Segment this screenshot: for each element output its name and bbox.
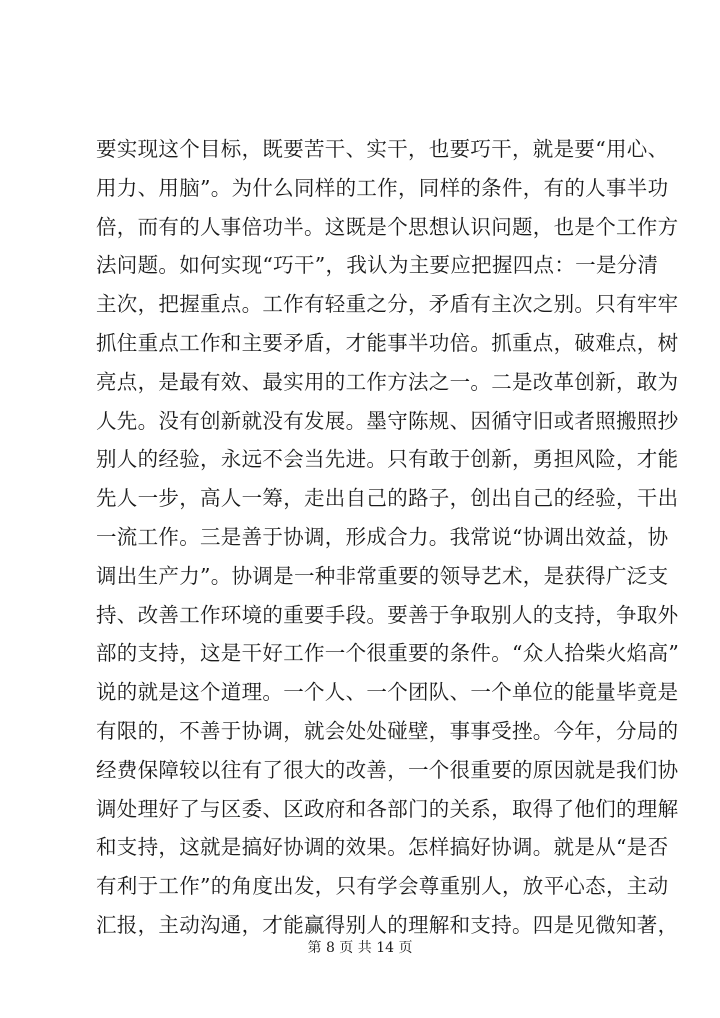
text-line: 用力、用脑”。为什么同样的工作，同样的条件，有的人事半功 [96, 175, 669, 200]
text-line: 调出生产力”。协调是一种非常重要的领导艺术，是获得广泛支 [96, 563, 669, 588]
text-line: 倍，而有的人事倍功半。这既是个思想认识问题，也是个工作方 [96, 214, 679, 239]
text-line: 要实现这个目标，既要苦干、实干，也要巧干，就是要“用心、 [96, 137, 669, 161]
body-text [96, 130, 680, 945]
text-line: 法问题。如何实现“巧干”，我认为主要应把握四点：一是分清 [96, 253, 659, 278]
text-line: 别人的经验，永远不会当先进。只有敢于创新，勇担风险，才能 [96, 447, 679, 472]
page-number-footer: 第 8 页 共 14 页 [307, 940, 413, 956]
text-line: 抓住重点工作和主要矛盾，才能事半功倍。抓重点，破难点，树 [96, 330, 679, 355]
text-line: 主次，把握重点。工作有轻重之分，矛盾有主次之别。只有牢牢 [96, 292, 679, 317]
text-line: 部的支持，这是干好工作一个很重要的条件。“众人拾柴火焰高” [96, 641, 680, 666]
text-line: 有限的，不善于协调，就会处处碰壁，事事受挫。今年，分局的 [96, 718, 679, 743]
text-line: 持、改善工作环境的重要手段。要善于争取别人的支持，争取外 [96, 602, 679, 627]
text-line: 先人一步，高人一筹，走出自己的路子，创出自己的经验，干出 [96, 486, 679, 511]
text-line: 经费保障较以往有了很大的改善，一个很重要的原因就是我们协 [96, 757, 679, 782]
text-line: 一流工作。三是善于协调，形成合力。我常说“协调出效益，协 [96, 524, 669, 549]
text-line: 人先。没有创新就没有发展。墨守陈规、因循守旧或者照搬照抄 [96, 408, 679, 433]
text-line: 说的就是这个道理。一个人、一个团队、一个单位的能量毕竟是 [96, 680, 679, 705]
text-line: 有利于工作”的角度出发，只有学会尊重别人，放平心态，主动 [96, 874, 669, 899]
text-line: 汇报，主动沟通，才能赢得别人的理解和支持。四是见微知著， [96, 912, 679, 937]
text-line: 亮点，是最有效、最实用的工作方法之一。二是改革创新，敢为 [96, 369, 679, 394]
text-line: 调处理好了与区委、区政府和各部门的关系，取得了他们的理解 [96, 796, 679, 821]
text-line: 和支持，这就是搞好协调的效果。怎样搞好协调。就是从“是否 [96, 835, 669, 860]
